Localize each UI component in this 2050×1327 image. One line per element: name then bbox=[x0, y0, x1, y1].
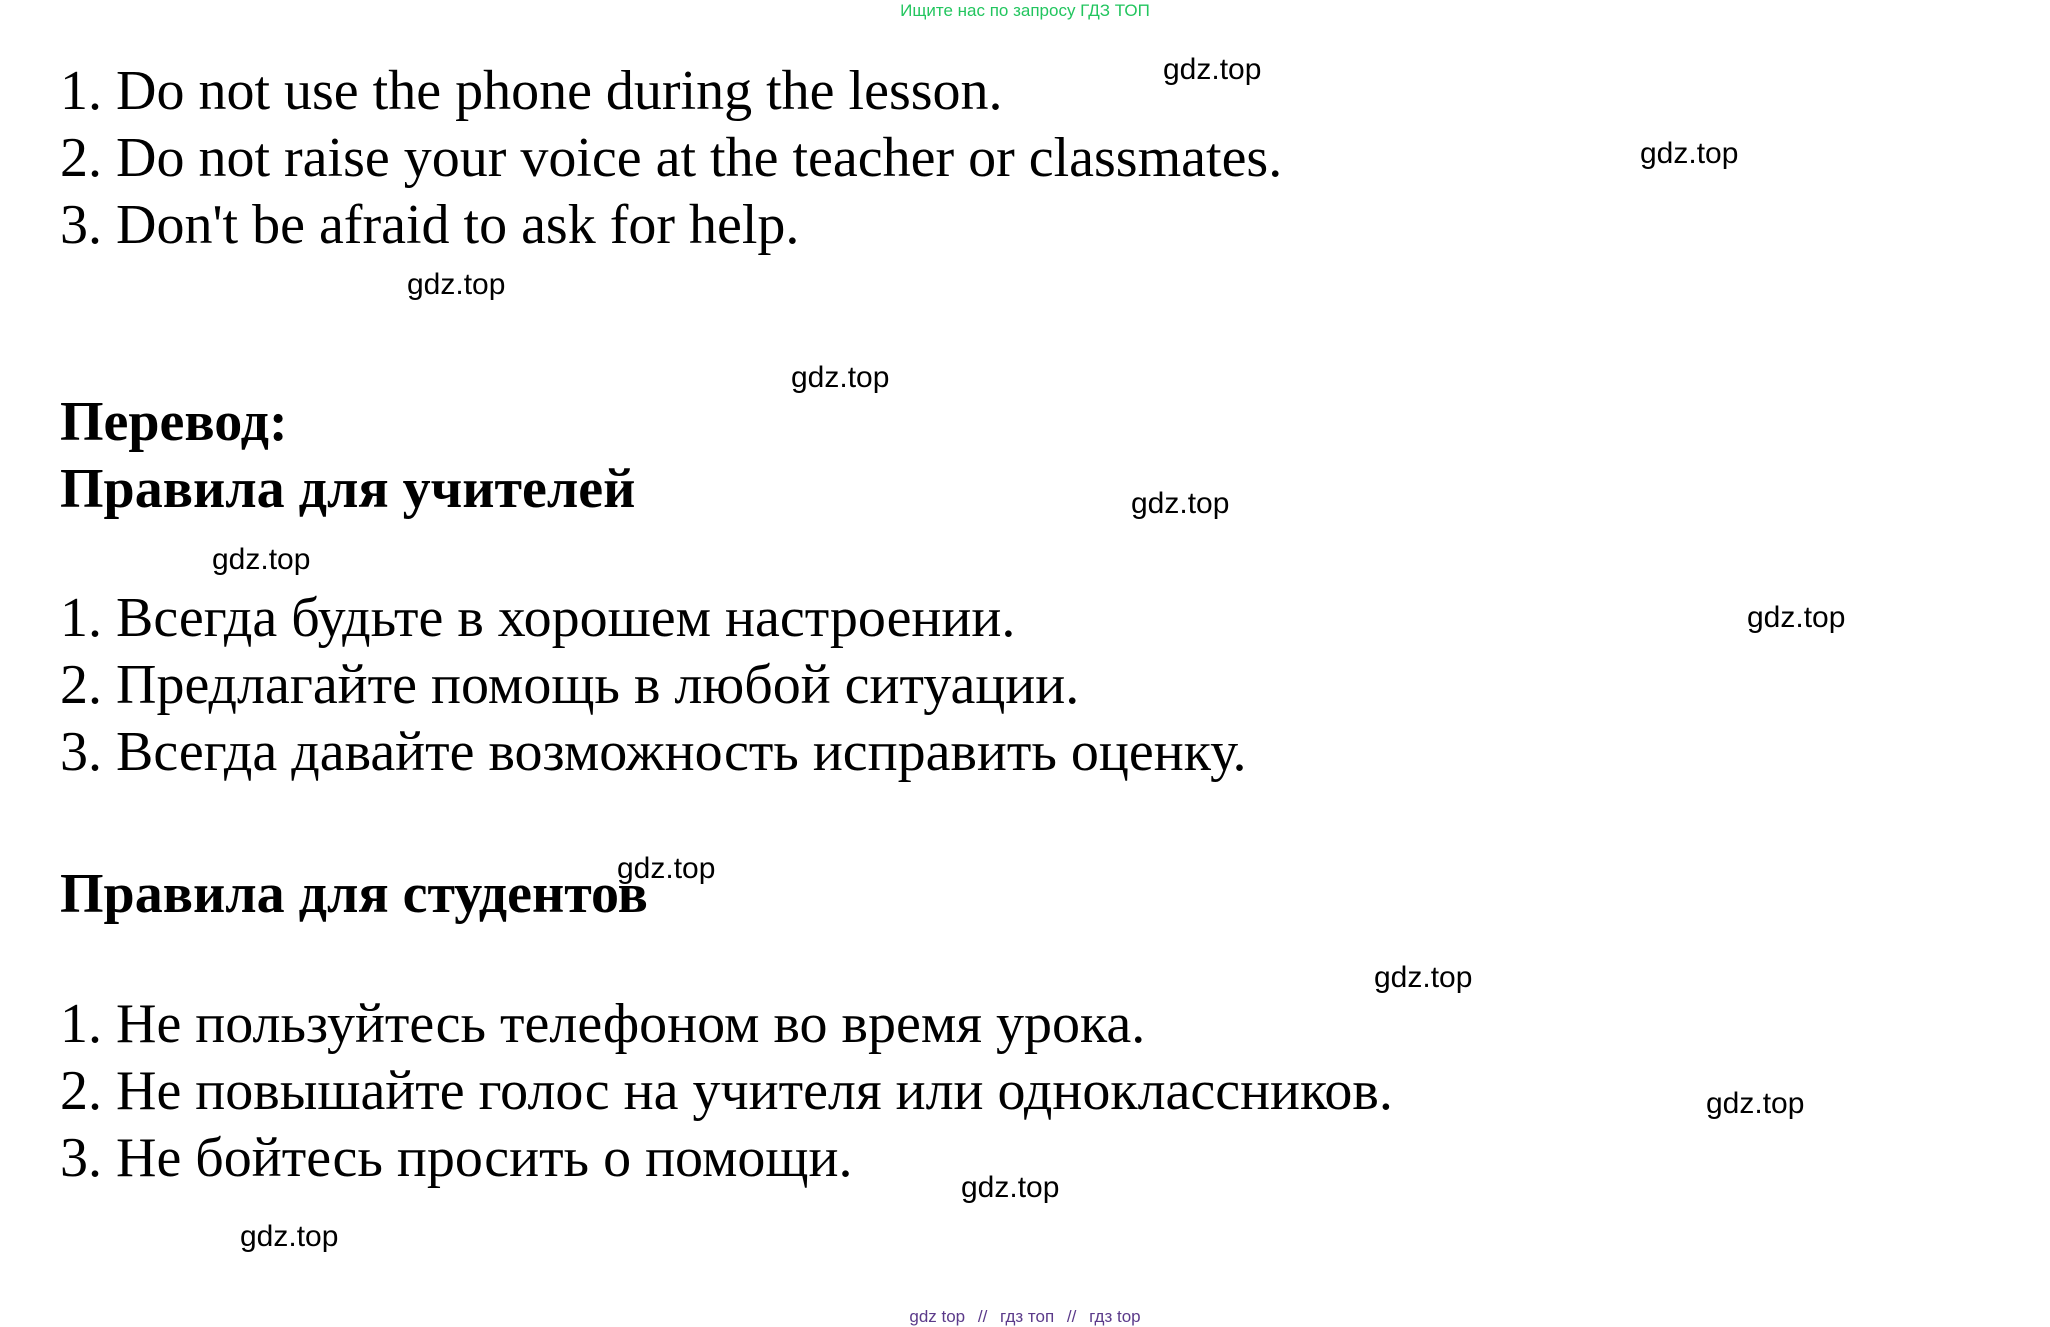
teachers-rule-2: 2. Предлагайте помощь в любой ситуации. bbox=[60, 654, 1080, 716]
document-content bbox=[60, 58, 1620, 1192]
watermark: gdz.top bbox=[1374, 961, 1473, 994]
watermark: gdz.top bbox=[617, 852, 716, 885]
watermark: gdz.top bbox=[407, 268, 506, 301]
teachers-rule-1: 1. Всегда будьте в хорошем настроении. bbox=[60, 587, 1016, 649]
teachers-rule-3: 3. Всегда давайте возможность исправить оценку. bbox=[60, 721, 1247, 783]
english-rule-3: 3. Don't be afraid to ask for help. bbox=[60, 194, 800, 256]
translation-heading: Перевод: bbox=[60, 391, 288, 453]
students-rule-2: 2. Не повышайте голос на учителя или одноклассников. bbox=[60, 1060, 1393, 1122]
teachers-heading: Правила для учителей bbox=[60, 458, 636, 520]
watermark: gdz.top bbox=[791, 361, 890, 394]
watermark: gdz.top bbox=[1640, 137, 1739, 170]
watermark: gdz.top bbox=[1747, 601, 1846, 634]
students-heading: Правила для студентов bbox=[60, 863, 648, 925]
footer-link-gdz-top-ru[interactable]: гдз топ bbox=[1000, 1307, 1055, 1326]
english-rule-2: 2. Do not raise your voice at the teacher or classmates. bbox=[60, 127, 1283, 189]
watermark: gdz.top bbox=[240, 1220, 339, 1253]
footer-link-gdz-top[interactable]: gdz top bbox=[909, 1307, 966, 1326]
footer-link-gdz-top-mixed[interactable]: гдз top bbox=[1089, 1307, 1141, 1326]
watermark: gdz.top bbox=[1706, 1087, 1805, 1120]
watermark: gdz.top bbox=[961, 1171, 1060, 1204]
footer bbox=[0, 1307, 2050, 1327]
students-rule-1: 1. Не пользуйтесь телефоном во время урока. bbox=[60, 993, 1146, 1055]
watermark: gdz.top bbox=[212, 543, 311, 576]
students-rule-3: 3. Не бойтесь просить о помощи. bbox=[60, 1127, 853, 1189]
footer-separator: // bbox=[977, 1307, 988, 1326]
watermark: gdz.top bbox=[1163, 53, 1262, 86]
watermark: gdz.top bbox=[1131, 487, 1230, 520]
footer-separator: // bbox=[1066, 1307, 1077, 1326]
top-banner: Ищите нас по запросу ГДЗ ТОП bbox=[900, 1, 1150, 20]
english-rule-1: 1. Do not use the phone during the lesson. bbox=[60, 60, 1003, 122]
